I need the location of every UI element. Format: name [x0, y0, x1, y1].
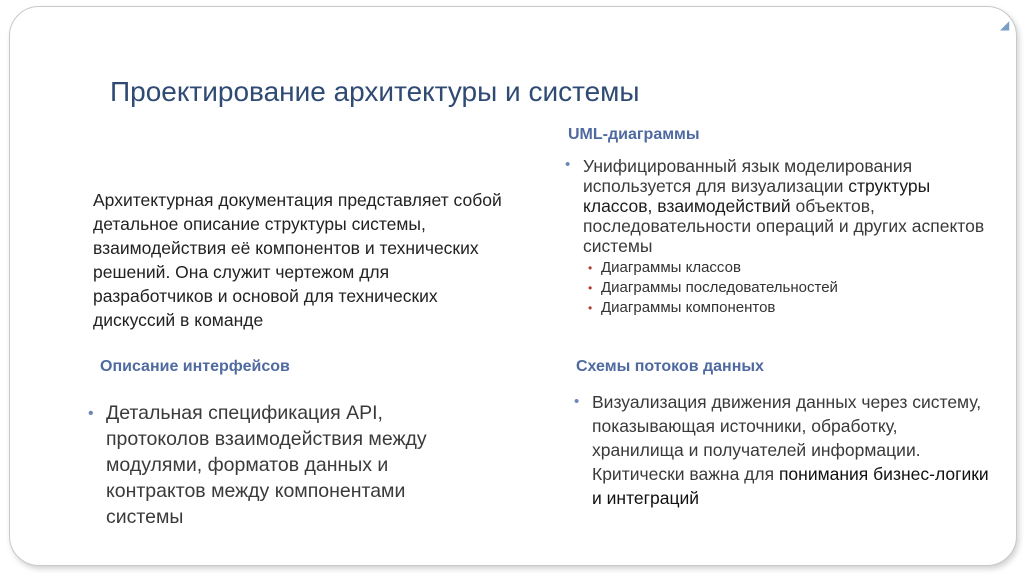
bullet-icon: •: [588, 301, 593, 315]
slide-title: Проектирование архитектуры и системы: [110, 76, 640, 107]
data-flows-text-part1: Визуализация движения данных через систему, показывающая источники, обработку, хранилища и получателей информации. Критически важна для: [592, 392, 982, 484]
uml-sub-item: Диаграммы последовательностей: [601, 279, 838, 296]
list-item: [588, 278, 988, 298]
interfaces-text: Детальная спецификация API, протоколов взаимодействия между модулями, форматов данных и контрактов между компонентами системы: [106, 402, 427, 528]
list-item: [588, 258, 988, 278]
bullet-icon: •: [588, 281, 593, 295]
uml-heading: UML-диаграммы: [568, 126, 700, 143]
bullet-icon: •: [588, 261, 593, 275]
uml-sub-item: Диаграммы компонентов: [601, 299, 776, 316]
list-item: [574, 390, 994, 510]
uml-description: [565, 156, 985, 256]
list-item: [588, 298, 988, 318]
data-flows-heading: Схемы потоков данных: [576, 358, 764, 375]
uml-diagram-list: [588, 258, 988, 318]
list-item: [565, 156, 985, 256]
uml-text-part1: Унифицированный язык моделирования используется для визуализации: [583, 156, 913, 196]
list-item: [88, 400, 488, 530]
uml-text-part2: объектов, последовательности операций и других аспектов системы: [583, 196, 985, 256]
intro-paragraph: Архитектурная документация представляет собой детальное описание структуры системы, взаимодействия её компонентов и технических решений. Она служит чертежом для разработчиков и основой для технических дискуссий в команде: [93, 190, 502, 330]
data-flows-description: [574, 390, 994, 510]
bullet-icon: •: [88, 405, 94, 422]
bullet-icon: •: [565, 156, 571, 173]
data-flows-text-emphasis: понимания бизнес-логики и интеграций: [592, 464, 989, 508]
interfaces-heading: Описание интерфейсов: [100, 358, 290, 375]
bullet-icon: •: [574, 393, 580, 410]
interfaces-description: [88, 400, 488, 530]
page-corner-icon: ◢: [1000, 18, 1010, 32]
uml-sub-item: Диаграммы классов: [601, 259, 741, 276]
uml-text-emphasis: структуры классов, взаимодействий: [583, 176, 931, 216]
